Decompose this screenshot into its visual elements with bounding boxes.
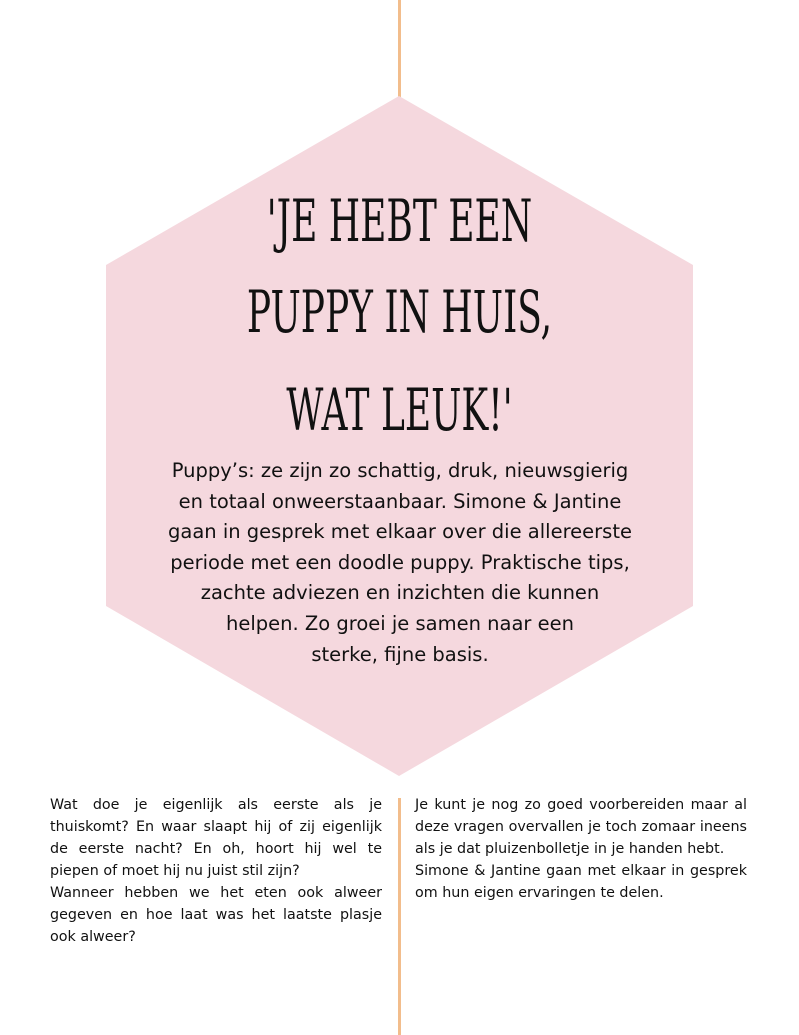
right-text-column xyxy=(415,794,747,904)
left-text-column xyxy=(50,794,382,948)
right-paragraph-1: Je kunt je nog zo goed voorbereiden maar al deze vragen overvallen je toch zomaar ineens als je dat pluizenbolletje in je handen hebt. xyxy=(415,797,747,857)
intro-line-6: helpen. Zo groei je samen naar een xyxy=(225,611,574,635)
intro-line-1: Puppy’s: ze zijn zo schattig, druk, nieuwsgierig xyxy=(171,459,629,482)
right-paragraph-2: Simone & Jantine gaan met elkaar in gesprek om hun eigen ervaringen te delen. xyxy=(415,863,747,901)
left-paragraph-2: Wanneer hebben we het eten ook alweer gegeven en hoe laat was het laatste plasje ook alweer? xyxy=(50,885,382,945)
headline-line-1: 'JE HEBT EEN xyxy=(266,187,533,255)
intro-line-2: en totaal onweerstaanbaar. Simone & Jantine xyxy=(178,489,622,513)
intro-line-4: periode met een doodle puppy. Praktische tips, xyxy=(170,550,630,574)
left-paragraph-1: Wat doe je eigenlijk als eerste als je thuiskomt? En waar slaapt hij of zij eigenlijk de eerste nacht? En oh, hoort hij wel te piepen of moet hij nu juist stil zijn? xyxy=(50,797,382,879)
intro-line-5: zachte adviezen en inzichten die kunnen xyxy=(200,581,600,605)
headline-line-3: WAT LEUK!' xyxy=(286,376,513,444)
headline-line-2: PUPPY IN HUIS, xyxy=(246,278,553,346)
column-divider-line xyxy=(398,798,401,1035)
intro-line-3: gaan in gesprek met elkaar over die allereerste xyxy=(168,520,632,544)
intro-line-7: sterke, fijne basis. xyxy=(311,642,489,666)
intro-paragraph xyxy=(130,456,670,670)
